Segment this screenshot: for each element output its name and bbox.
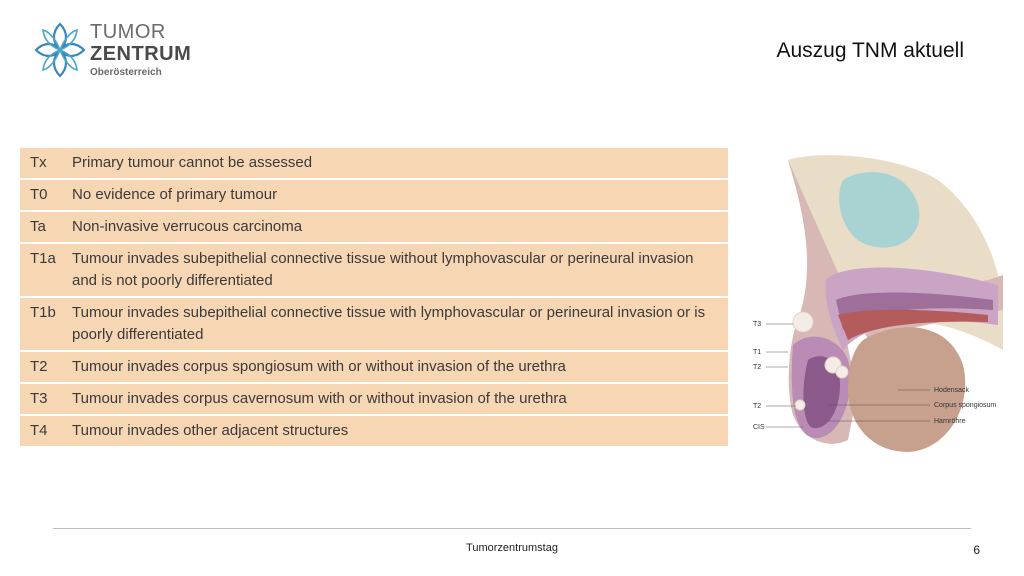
tnm-code: T1b [30, 304, 56, 321]
tnm-description: No evidence of primary tumour [72, 186, 278, 203]
tnm-row [20, 180, 728, 210]
slide-title: Auszug TNM aktuell [776, 39, 964, 62]
tnm-table [20, 148, 728, 448]
tnm-row [20, 148, 728, 178]
label-t1: T1 [753, 349, 762, 356]
logo [30, 16, 210, 86]
tnm-code: Ta [30, 218, 46, 235]
tnm-code: T1a [30, 250, 56, 267]
tnm-row [20, 244, 728, 296]
tnm-row [20, 352, 728, 382]
tnm-description: Tumour invades other adjacent structures [72, 422, 349, 439]
tnm-code: T2 [30, 358, 48, 375]
tnm-code: Tx [30, 154, 47, 171]
logo-line-tumor: TUMOR [90, 21, 166, 43]
tnm-code: T3 [30, 390, 48, 407]
anatomy-illustration [748, 150, 1010, 460]
tnm-description: Non-invasive verrucous carcinoma [72, 218, 303, 235]
tumorzentrum-logo-icon [30, 16, 90, 84]
label-t3: T3 [753, 321, 762, 328]
tnm-row [20, 298, 728, 350]
tnm-description: Tumour invades subepithelial connective tissue with lymphovascular or perineural invasion or is poorly differentiated [72, 304, 706, 343]
footer-divider [53, 528, 971, 529]
tnm-description: Tumour invades subepithelial connective tissue without lymphovascular or perineural invasion and is not poorly differentiated [72, 250, 694, 289]
tnm-code: T4 [30, 422, 48, 439]
tnm-row [20, 416, 728, 446]
tnm-code: T0 [30, 186, 48, 203]
logo-line-zentrum: ZENTRUM [90, 43, 192, 65]
label-corpus-spongiosum: Corpus spongiosum [934, 402, 997, 409]
tumor-marker-t2 [836, 366, 848, 378]
tnm-description: Primary tumour cannot be assessed [72, 154, 313, 171]
label-t2: T2 [753, 364, 762, 371]
footer-text: Tumorzentrumstag [466, 542, 558, 554]
label-hodensack: Hodensack [934, 387, 970, 394]
logo-line-region: Oberösterreich [90, 67, 162, 78]
tnm-row [20, 384, 728, 414]
tumor-marker-t2-lower [795, 400, 805, 410]
page-number: 6 [973, 543, 980, 557]
tnm-description: Tumour invades corpus cavernosum with or without invasion of the urethra [72, 390, 567, 407]
tumor-marker-t3 [793, 312, 813, 332]
tnm-description: Tumour invades corpus spongiosum with or without invasion of the urethra [72, 358, 566, 375]
label-cis: CIS [753, 424, 765, 431]
tnm-row [20, 212, 728, 242]
logo-text [90, 21, 191, 80]
label-harnroehre: Harnröhre [934, 418, 966, 425]
label-t2-lower: T2 [753, 403, 762, 410]
